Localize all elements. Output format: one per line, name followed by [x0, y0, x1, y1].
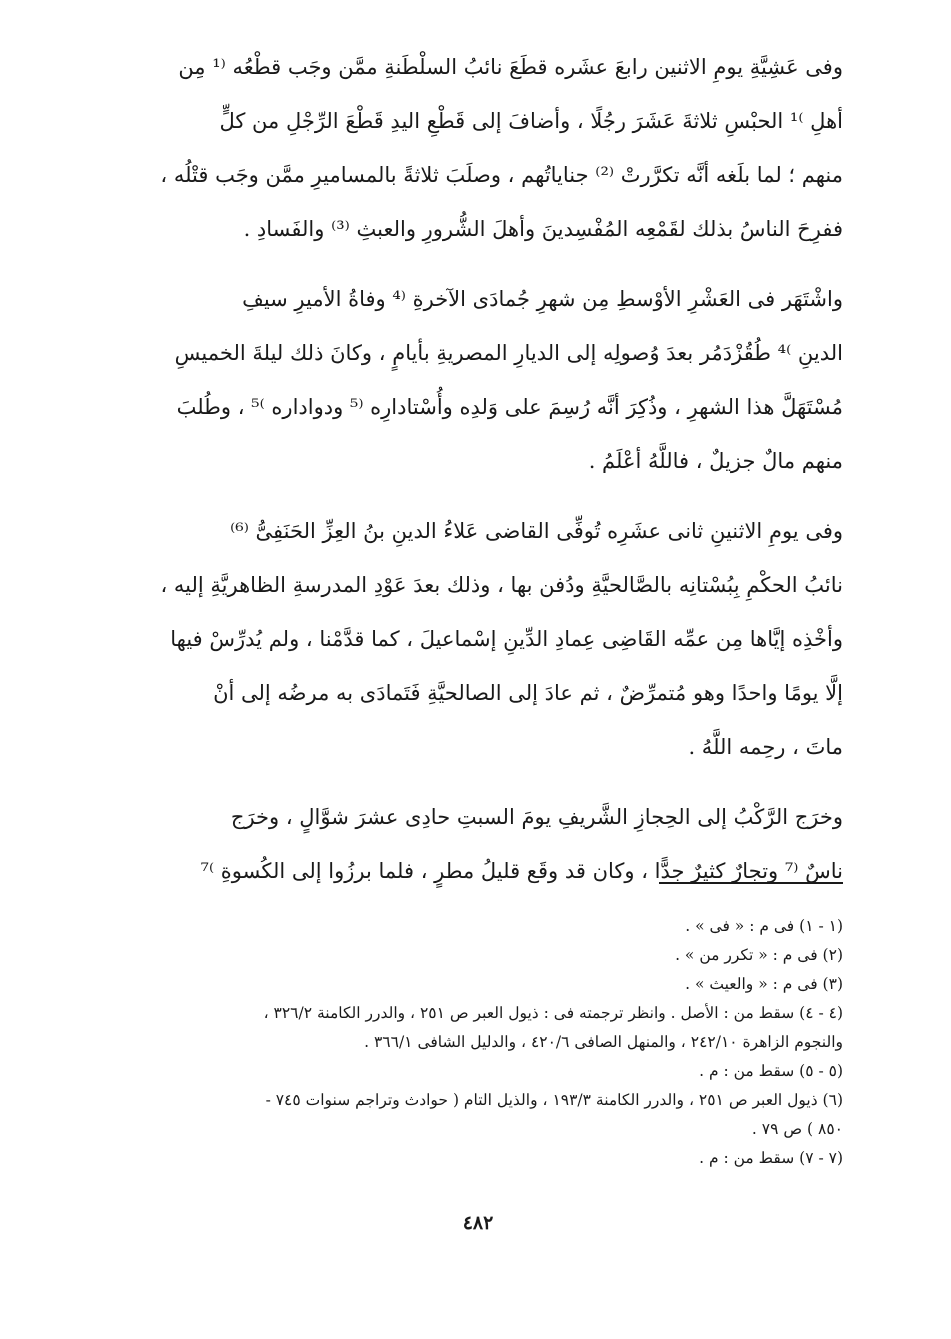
- paragraph-1: [113, 40, 843, 256]
- text-line: وفى يومِ الاثنينِ ثانى عشَرِه تُوفِّى القاضى عَلاءُ الدينِ بنُ العِزِّ الحَنَفِىُّ ⁽⁶⁾: [230, 519, 843, 543]
- text-line: نائبُ الحكْمِ بِبُسْتانِه بالصَّالحيَّةِ ودُفن بها ، وذلك بعدَ عَوْدِ المدرسةِ الظاهريَّةِ إليه ،: [160, 573, 843, 597]
- text-line: مُسْتَهَلَّ هذا الشهرِ ، وذُكِرَ أنَّه رُسِمَ على وَلدِه وأُسْتادارِه ⁽⁵ ودواداره ⁾⁵ ، وطُلبَ: [176, 395, 843, 419]
- footnote-separator: [659, 882, 843, 884]
- text-line: منهم مالٌ جزيلٌ ، فاللَّهُ أعْلَمُ .: [588, 449, 843, 473]
- text-line: إلَّا يومًا واحدًا وهو مُتمرِّضٌ ، ثم عادَ إلى الصالحيَّةِ فَتَمادَى به مرضُه إلى أنْ: [213, 681, 843, 705]
- text-line: أهلِ ⁾¹ الحبْسِ ثلاثةَ عَشَرَ رجُلًا ، وأضافَ إلى قَطْعِ اليدِ قَطْعَ الرِّجْلِ من كلٍّ: [219, 109, 843, 133]
- paragraph-3: [113, 504, 843, 774]
- footnote: ٨٥٠ ) ص ٧٩ .: [751, 1120, 843, 1138]
- footnote: (٧ - ٧) سقط من : م .: [699, 1149, 843, 1167]
- footnote: (٢) فى م : « تكرر من » .: [675, 946, 843, 964]
- text-line: واشْتَهَر فى العَشْرِ الأوْسطِ مِن شهرِ جُمادَى الآخرةِ ⁽⁴ وفاةُ الأميرِ سيفِ: [242, 287, 843, 311]
- text-line: وأخْذِه إيَّاها مِن عمِّه القَاضِى عِمادِ الدِّينِ إسْماعيلَ ، كما قدَّمْنا ، ولم يُدرِّسْ فيها: [170, 627, 843, 651]
- footnote: (١ - ١) فى م : « فى » .: [685, 917, 843, 935]
- book-page: [113, 40, 843, 1299]
- footnote: (٦) ذيول العبر ص ٢٥١ ، والدرر الكامنة ١٩٣/٣ ، والذيل التام ( حوادث وتراجم سنوات ٧٤٥ -: [265, 1091, 843, 1109]
- footnote: والنجوم الزاهرة ٢٤٢/١٠ ، والمنهل الصافى ٤٢٠/٦ ، والدليل الشافى ٣٦٦/١ .: [364, 1033, 843, 1051]
- text-line: وفى عَشِيَّةِ يومِ الاثنين رابعَ عشَره قطَعَ نائبُ السلْطَنةِ ممَّن وجَب قطْعُه ⁽¹ مِن: [178, 55, 843, 79]
- text-line: منهم ؛ لما بلَغه أنَّه تكرَّرتْ ⁽²⁾ جناياتُهم ، وصلَبَ ثلاثةً بالمساميرِ ممَّن وجَب قتْلُه ،: [160, 163, 843, 187]
- text-line: ناسٌ ⁽⁷ وتجارٌ كثيرٌ جدًّا ، وكان قد وقَع قليلُ مطرٍ ، فلما برزُوا إلى الكُسوةِ ⁾⁷: [200, 859, 843, 883]
- paragraph-2: [113, 272, 843, 488]
- footnote: (٣) فى م : « والعيث » .: [685, 975, 843, 993]
- footnote: (٤ - ٤) سقط من : الأصل . وانظر ترجمته فى : ذيول العبر ص ٢٥١ ، والدرر الكامنة ٣٢٦/٢ ،: [263, 1004, 843, 1022]
- page-number: ٤٨٢: [462, 1212, 494, 1234]
- text-line: الدينِ ⁾⁴ طُقُزْدَمُر بعدَ وُصولِه إلى الديارِ المصريةِ بأيامٍ ، وكانَ ذلك ليلةَ الخميسِ: [174, 341, 843, 365]
- footnotes: [113, 912, 843, 1173]
- text-line: ماتَ ، رحِمه اللَّهُ .: [688, 735, 843, 759]
- text-line: ففرِحَ الناسُ بذلك لقَمْعِه المُفْسِدينَ وأهلَ الشُّرورِ والعبثِ ⁽³⁾ والفَسادِ .: [243, 217, 843, 241]
- text-line: وخرَج الرَّكْبُ إلى الحِجازِ الشَّريفِ يومَ السبتِ حادِى عشرَ شوَّالٍ ، وخرَج: [230, 805, 843, 829]
- footnote: (٥ - ٥) سقط من : م .: [699, 1062, 843, 1080]
